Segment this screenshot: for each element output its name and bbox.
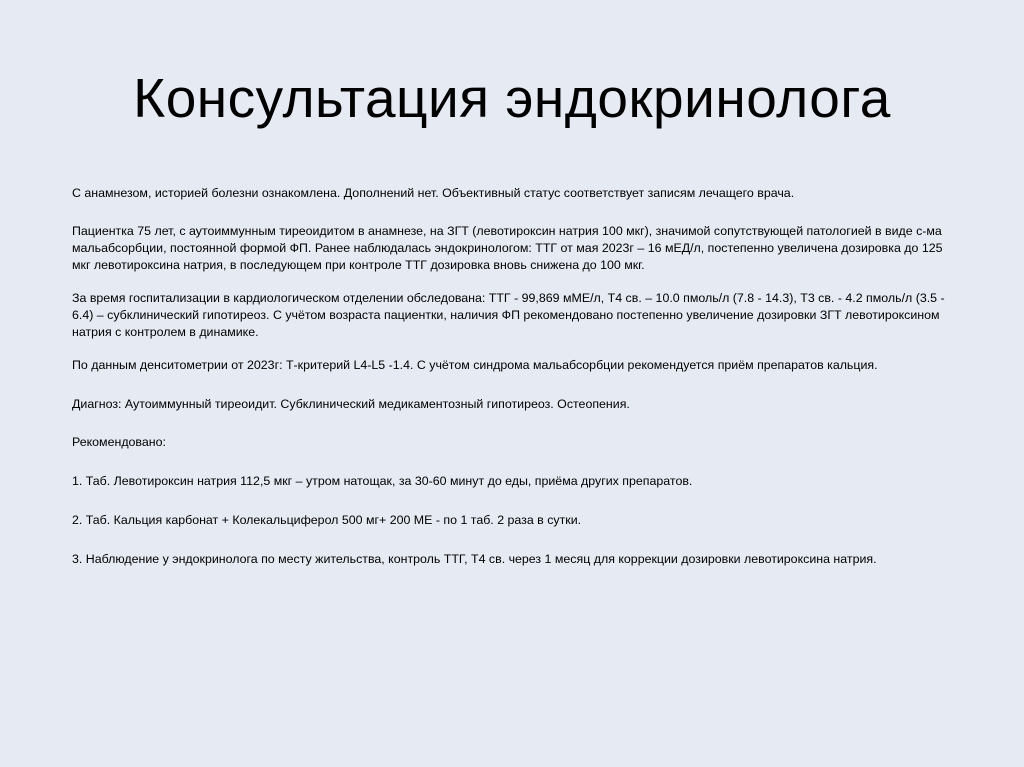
recommendation-item: 1. Таб. Левотироксин натрия 112,5 мкг – утром натощак, за 30-60 минут до еды, приёма других препаратов. <box>72 474 693 488</box>
paragraph-patient-history: Пациентка 75 лет, с аутоиммунным тиреоидитом в анамнезе, на ЗГТ (левотироксин натрия 100 мкг), значимой сопутствующей патологией в виде с-ма мальабсорбции, постоянной формой ФП. Ранее наблюдалась эндокринологом: ТТГ от мая 2023г – 16 мЕД/л, постепенно увеличена дозировка до 125 мкг левотироксина натрия, в последующем при контроле ТТГ дозировка вновь снижена до 100 мкг. <box>72 224 943 272</box>
recommendation-item: 2. Таб. Кальция карбонат + Колекальциферол 500 мг+ 200 МЕ - по 1 таб. 2 раза в сутки. <box>72 513 582 527</box>
recommendations-heading: Рекомендовано: <box>72 435 166 449</box>
paragraph-intro: С анамнезом, историей болезни ознакомлена. Дополнений нет. Объективный статус соответствует записям лечащего врача. <box>72 186 795 200</box>
recommendation-item: 3. Наблюдение у эндокринолога по месту жительства, контроль ТТГ, Т4 св. через 1 месяц для коррекции дозировки левотироксина натрия. <box>72 552 877 566</box>
paragraph-hospitalization: За время госпитализации в кардиологическом отделении обследована: ТТГ - 99,869 мМЕ/л, Т4 св. – 10.0 пмоль/л (7.8 - 14.3), Т3 св. - 4.2 пмоль/л (3.5 - 6.4) – субклинический гипотиреоз. С учётом возраста пациентки, наличия ФП рекомендовано постепенно увеличение дозировки ЗГТ левотироксином натрия с контролем в динамике. <box>72 291 945 339</box>
paragraph-diagnosis: Диагноз: Аутоиммунный тиреоидит. Субклинический медикаментозный гипотиреоз. Остеопения. <box>72 397 630 411</box>
paragraph-densitometry: По данным денситометрии от 2023г: Т-критерий L4-L5 -1.4. С учётом синдрома мальабсорбции рекомендуется приём препаратов кальция. <box>72 358 878 372</box>
slide-title: Консультация эндокринолога <box>133 67 891 129</box>
